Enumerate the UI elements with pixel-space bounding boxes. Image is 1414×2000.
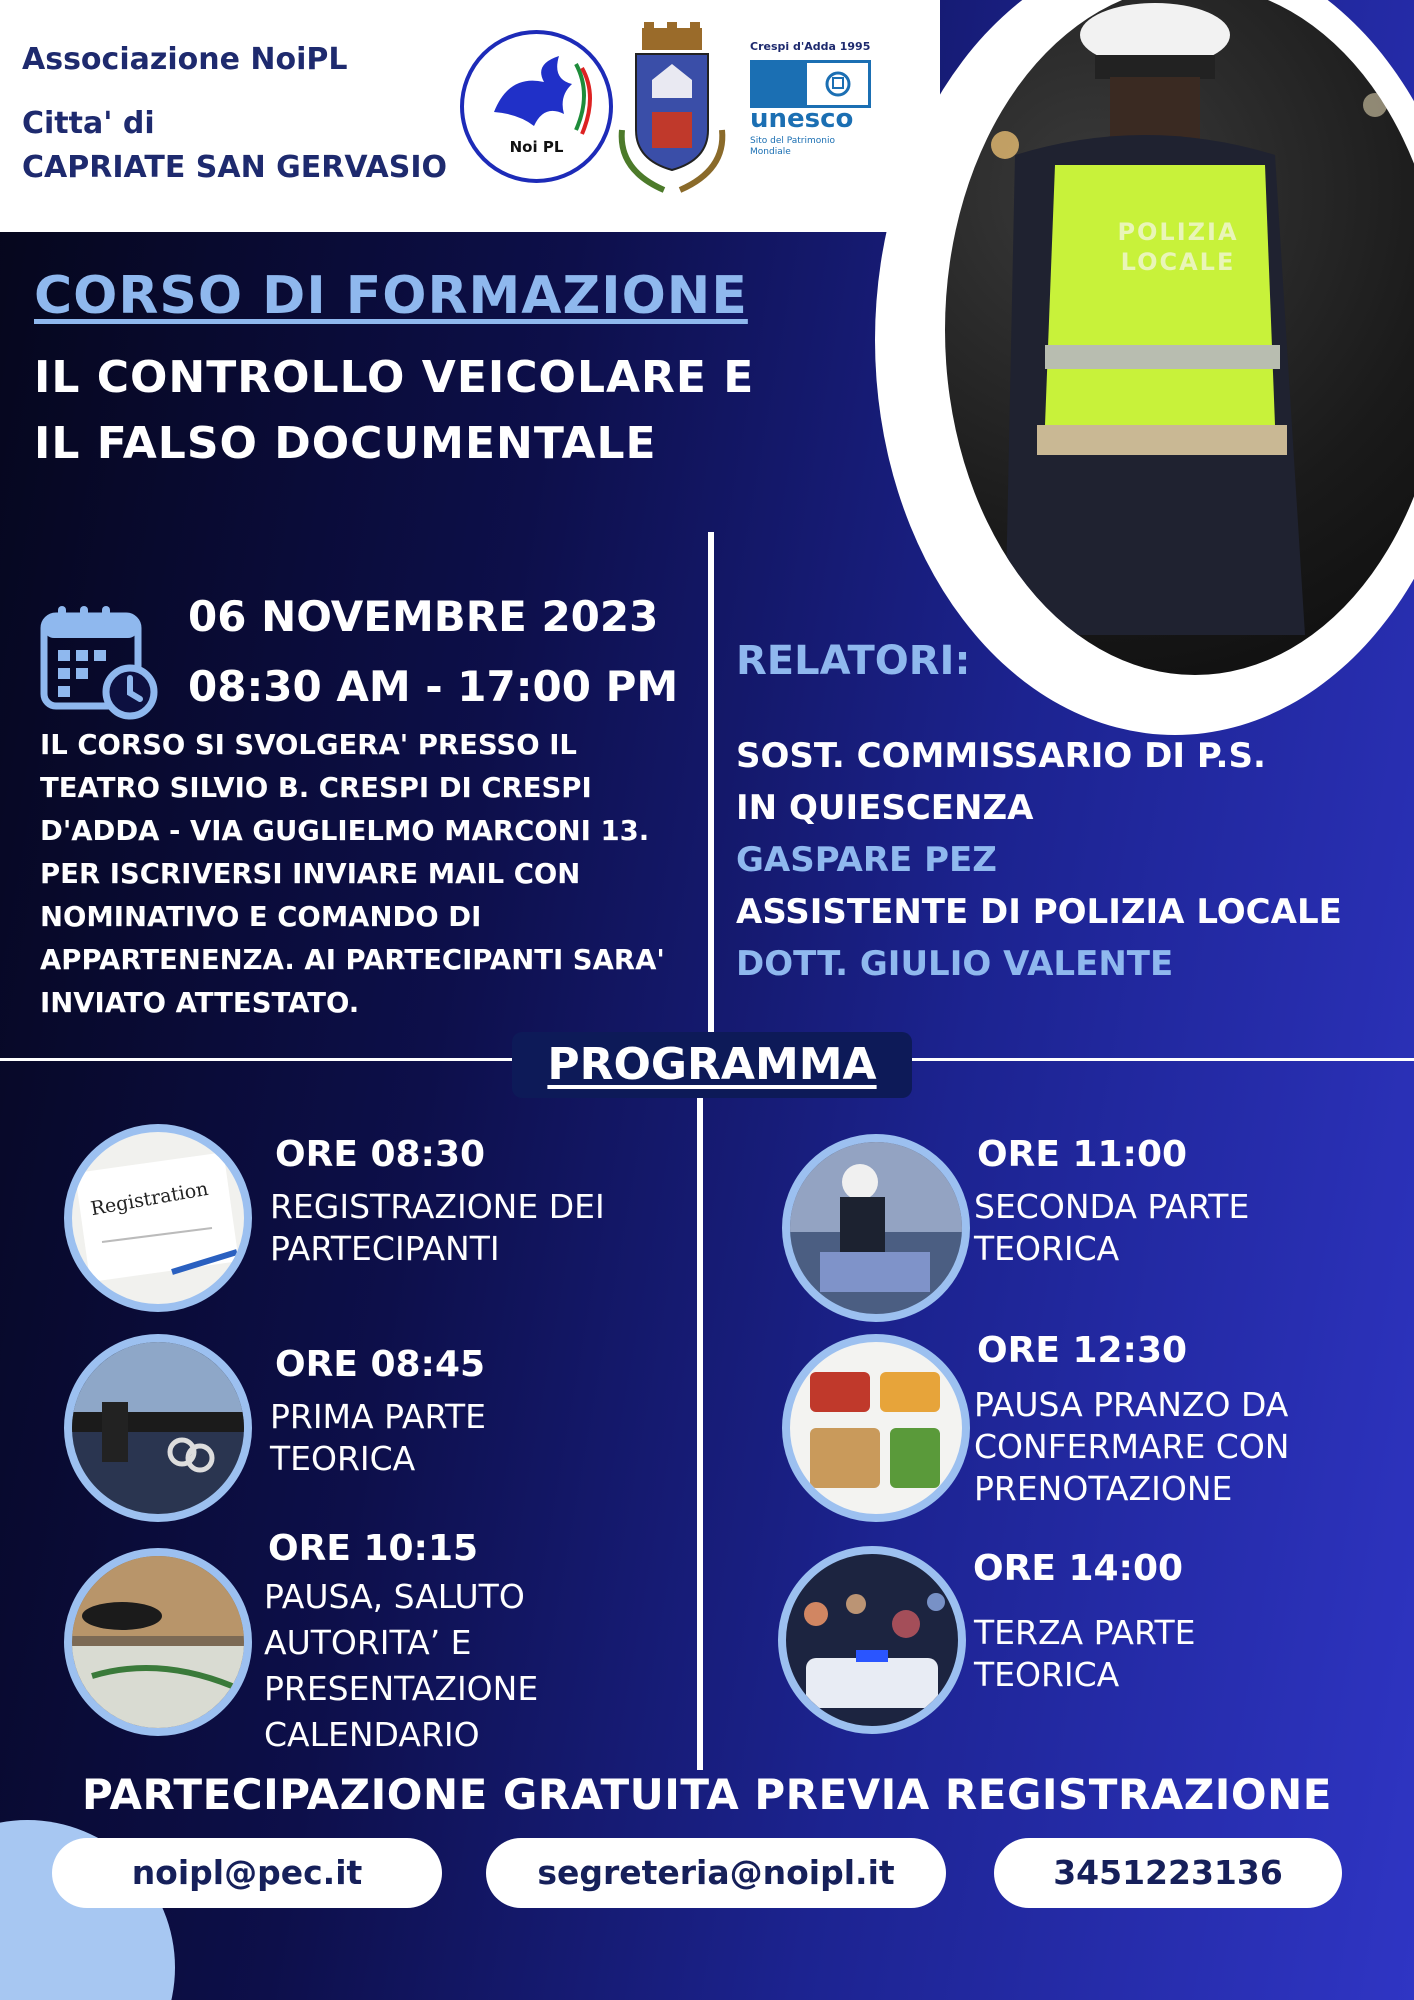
vertical-divider-top <box>708 532 714 1062</box>
program-text-1015: PAUSA, SALUTO AUTORITA’ E PRESENTAZIONE CALENDARIO <box>264 1577 539 1754</box>
speaker1-name: GASPARE PEZ <box>736 840 997 880</box>
heritage-icon <box>807 63 868 105</box>
night-traffic-image <box>778 1546 966 1734</box>
unesco-name: unesco <box>750 104 854 134</box>
unesco-emblem <box>750 60 871 108</box>
pegasus-icon <box>464 34 609 179</box>
email-pec-pill[interactable]: noipl@pec.it <box>52 1838 442 1908</box>
unesco-site-label: Crespi d'Adda 1995 <box>750 40 871 53</box>
email-segreteria-pill[interactable]: segreteria@noipl.it <box>486 1838 946 1908</box>
vest-text: POLIZIA LOCALE <box>1117 218 1239 276</box>
program-text-1100: SECONDA PARTE TEORICA <box>974 1187 1250 1268</box>
course-title-line2: IL FALSO DOCUMENTALE <box>34 418 657 469</box>
city-label: Citta' di <box>22 106 155 141</box>
program-time-0845: ORE 08:45 <box>275 1344 486 1385</box>
temple-icon <box>753 63 807 105</box>
program-text-0845: PRIMA PARTE TEORICA <box>270 1397 486 1478</box>
registration-image-text: Registration <box>88 1177 210 1221</box>
police-belt-image <box>64 1334 252 1522</box>
city-name: CAPRIATE SAN GERVASIO <box>22 150 448 185</box>
unesco-sub: Sito del Patrimonio Mondiale <box>750 136 835 157</box>
crest-icon <box>612 20 732 200</box>
lunch-image <box>782 1334 970 1522</box>
program-time-1015: ORE 10:15 <box>268 1528 479 1569</box>
horizontal-divider-left <box>0 1058 514 1061</box>
event-time: 08:30 AM - 17:00 PM <box>188 662 679 711</box>
vertical-divider-bottom <box>697 1098 703 1770</box>
program-time-1230: ORE 12:30 <box>977 1330 1188 1371</box>
motorcycle-police-image <box>782 1134 970 1322</box>
speaker1-role-line2: IN QUIESCENZA <box>736 788 1034 828</box>
program-time-1100: ORE 11:00 <box>977 1134 1188 1175</box>
speaker2-role: ASSISTENTE DI POLIZIA LOCALE <box>736 892 1342 932</box>
speaker1-role-line1: SOST. COMMISSARIO DI P.S. <box>736 736 1266 776</box>
program-text-1230: PAUSA PRANZO DA CONFERMARE CON PRENOTAZIONE <box>974 1385 1290 1508</box>
calendar-clock-icon <box>40 602 158 720</box>
event-date: 06 NOVEMBRE 2023 <box>188 592 659 641</box>
program-time-1400: ORE 14:00 <box>973 1548 1184 1589</box>
phone-pill[interactable]: 3451223136 <box>994 1838 1342 1908</box>
course-title-line1: IL CONTROLLO VEICOLARE E <box>34 352 755 403</box>
program-time-0830: ORE 08:30 <box>275 1134 486 1175</box>
noipl-logo <box>460 30 613 183</box>
program-text-0830: REGISTRAZIONE DEI PARTECIPANTI <box>270 1187 605 1268</box>
authorities-image <box>64 1548 252 1736</box>
town-crest <box>612 20 732 200</box>
noipl-logo-text: Noi PL <box>509 138 564 156</box>
course-label: CORSO DI FORMAZIONE <box>34 266 748 326</box>
horizontal-divider-right <box>912 1058 1414 1061</box>
speakers-title: RELATORI: <box>736 638 971 684</box>
program-title: PROGRAMMA <box>512 1032 912 1098</box>
speaker2-name: DOTT. GIULIO VALENTE <box>736 944 1174 984</box>
program-text-1400: TERZA PARTE TEORICA <box>974 1613 1196 1694</box>
header-band <box>0 0 940 232</box>
registration-image <box>64 1124 252 1312</box>
event-description: IL CORSO SI SVOLGERA' PRESSO IL TEATRO SILVIO B. CRESPI DI CRESPI D'ADDA - VIA GUGLIELMO MARCONI 13. PER ISCRIVERSI INVIARE MAIL CON NOMINATIVO E COMANDO DI APPARTENENZA. AI PARTECIPANTI SARA' INVIATO ATTESTATO. <box>40 729 665 1019</box>
free-participation-banner: PARTECIPAZIONE GRATUITA PREVIA REGISTRAZIONE <box>82 1770 1332 1819</box>
org-name: Associazione NoiPL <box>22 42 348 77</box>
